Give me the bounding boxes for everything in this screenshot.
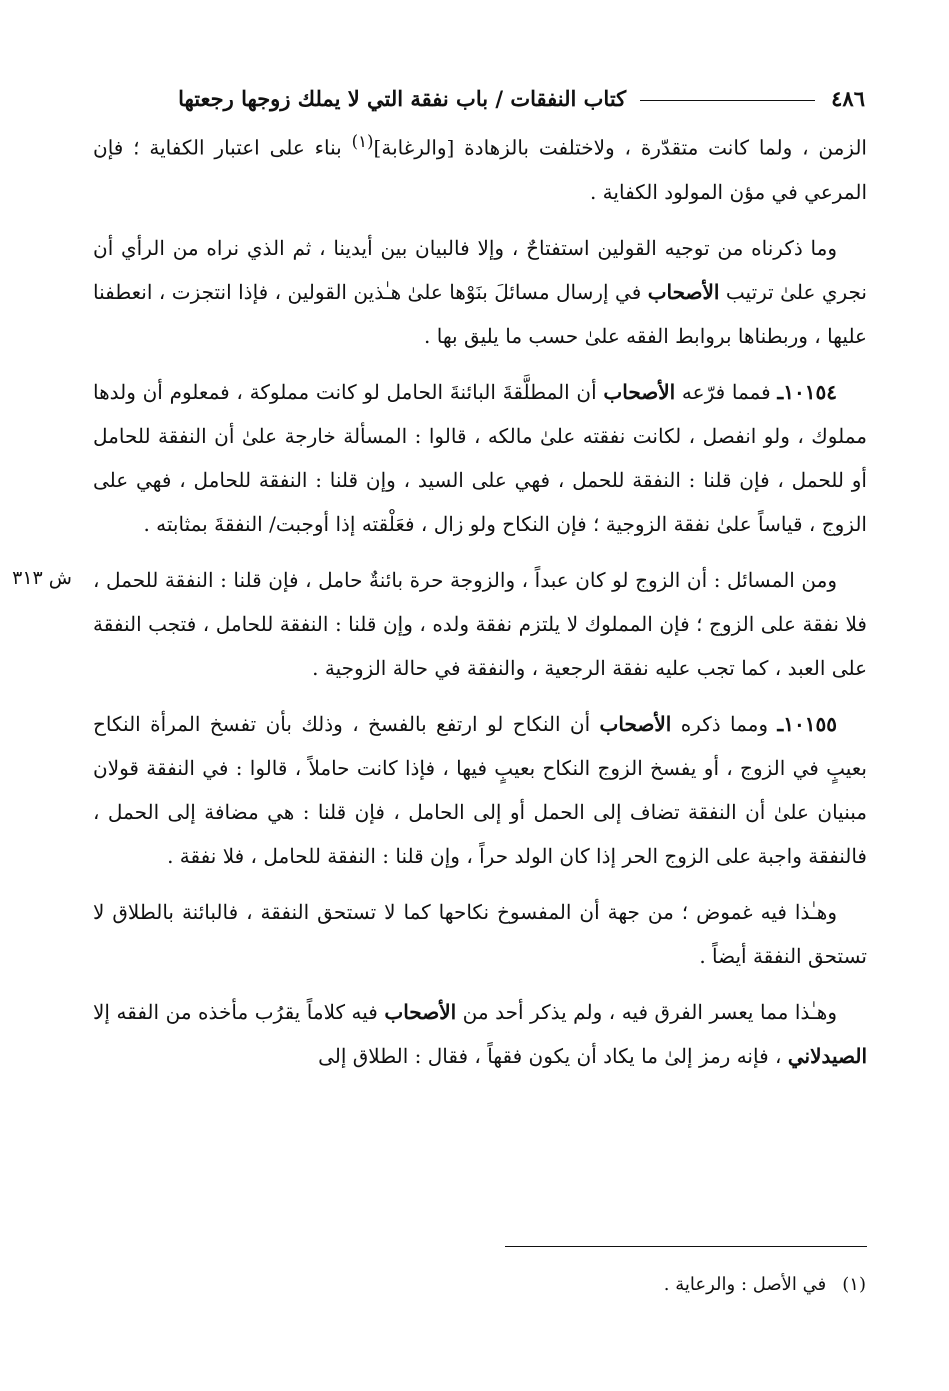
paragraph-text: فيه كلاماً يقرُب مأخذه من الفقه إلا: [93, 999, 385, 1024]
paragraph-text: أن النكاح لو ارتفع بالفسخ ، وذلك بأن تفسخ المرأة النكاح بعيبٍ في الزوج ، أو يفسخ الزوج النكاح بعيبٍ فيها ، فإذا كانت حاملاً ، قالوا : في النفقة قولان مبنيان علىٰ أن النفقة تضاف إلى الحمل أو إلى الحامل ، فإن قلنا : هي مضافة إلى الحمل ، فالنفقة واجبة على الزوج الحر إذا كان الولد حراً ، وإن قلنا : النفقة للحامل ، فلا نفقة .: [93, 711, 867, 868]
bold-term: الأصحاب: [603, 379, 676, 404]
bold-term: الأصحاب: [384, 999, 457, 1024]
paragraph-text: فمما فرّعه: [675, 379, 778, 404]
footnote: [400, 1274, 866, 1295]
paragraph: [93, 558, 867, 690]
paragraph: [93, 226, 867, 358]
paragraph: [93, 890, 867, 978]
paragraph-text: وهـٰذا مما يعسر الفرق فيه ، ولم يذكر أحد من: [456, 999, 837, 1024]
bold-term: الأصحاب: [647, 279, 720, 304]
paragraph-text: ومما ذكره: [671, 711, 778, 736]
footnote-text: في الأصل : والرعاية .: [663, 1274, 827, 1295]
footnote-ref: (١): [351, 132, 374, 151]
running-title: كتاب النفقات / باب نفقة التي لا يملك زوجها رجعتها: [178, 85, 627, 111]
paragraph-text: ، فإنه رمز إلىٰ ما يكاد أن يكون فقهاً ، فقال : الطلاق إلى: [318, 1043, 788, 1068]
main-text: [93, 120, 867, 1090]
bold-name: الصيدلاني: [787, 1043, 867, 1068]
footnote-separator: [505, 1246, 867, 1247]
paragraph-text: ومن المسائل : أن الزوج لو كان عبداً ، والزوجة حرة بائنةٌ حامل ، فإن قلنا : النفقة للحمل ، فلا نفقة على الزوج ؛ فإن المملوك لا يلتزم نفقة ولده ، وإن قلنا : النفقة للحامل ، فتجب النفقة على العبد ، كما تجب عليه نفقة الرجعية ، والنفقة في حالة الزوجية .: [93, 567, 867, 680]
footnote-number: (١): [842, 1274, 866, 1295]
paragraph: [93, 120, 867, 214]
header-rule: [640, 100, 815, 101]
section-number: ١٠١٥٤ـ: [777, 379, 837, 404]
paragraph-text: أن المطلَّقةَ البائنةَ الحامل لو كانت مملوكة ، فمعلوم أن ولدها مملوك ، ولو انفصل ، لكانت نفقته علىٰ مالكه ، قالوا : المسألة خارجة علىٰ أن النفقة للحامل أو للحمل ، فإن قلنا : النفقة للحمل ، فهي على السيد ، وإن قلنا : النفقة للحامل ، فهي على الزوج ، قياساً علىٰ نفقة الزوجية ؛ فإن النكاح ولو زال ، فعَلْقته إذا أوجبت/ النفقةَ بمثابته .: [93, 379, 867, 536]
running-header: [95, 78, 865, 118]
paragraph-text: وهـٰذا فيه غموض ؛ من جهة أن المفسوخ نكاحها كما لا تستحق النفقة ، فالبائنة بالطلاق لا تستحق النفقة أيضاً .: [93, 899, 867, 968]
paragraph-text: في إرسال مسائلَ بنَوْها علىٰ هـٰذين القولين ، فإذا انتجزت ، انعطفنا عليها ، وربطناها بروابط الفقه علىٰ حسب ما يليق بها .: [93, 279, 867, 348]
margin-folio-note: ش ٣١٣: [12, 567, 72, 589]
paragraph: [93, 370, 867, 546]
paragraph-text: وما ذكرناه من توجيه القولين استفتاحٌ ، وإلا فالبيان بين أيدينا ، ثم الذي نراه من الرأي أن نجري علىٰ ترتيب: [93, 235, 867, 304]
section-number: ١٠١٥٥ـ: [777, 711, 837, 736]
paragraph-text: الزمن ، ولما كانت متقدّرة ، ولاختلفت بالزهادة [والرغابة]: [373, 135, 867, 160]
paragraph: [93, 990, 867, 1078]
bold-term: الأصحاب: [599, 711, 672, 736]
paragraph: [93, 702, 867, 878]
paragraph-text: بناء على اعتبار الكفاية ؛ فإن المرعي في مؤن المولود الكفاية .: [93, 135, 867, 204]
page-number: ٤٨٦: [831, 85, 865, 111]
